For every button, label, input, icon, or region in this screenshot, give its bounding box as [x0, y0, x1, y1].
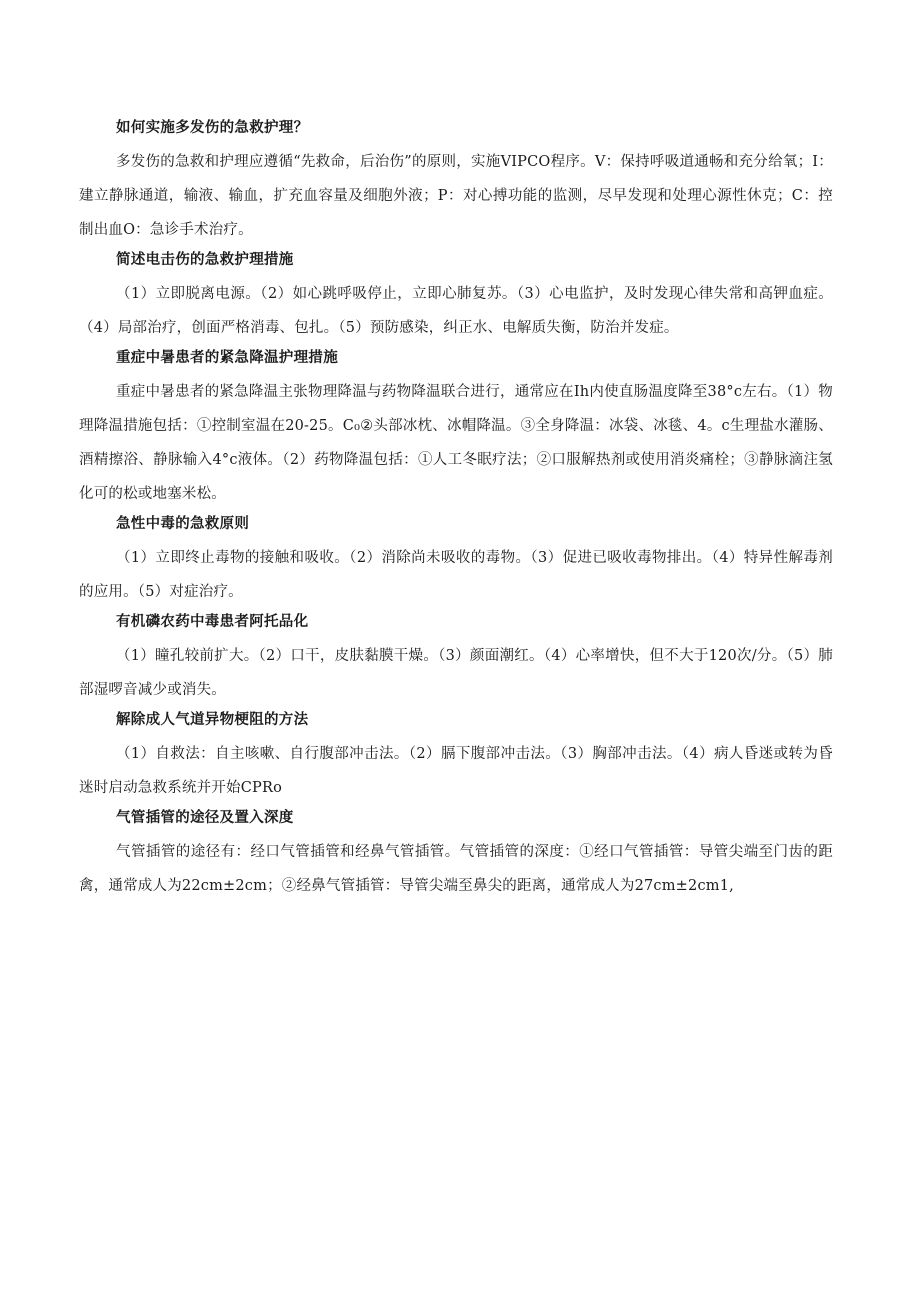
section-atropinization: [79, 611, 833, 707]
section-heading: 重症中暑患者的紧急降温护理措施: [116, 350, 338, 366]
section-acute-poisoning: [79, 513, 833, 609]
section-airway-obstruction: [79, 709, 833, 805]
section-body: 气管插管的途径有：经口气管插管和经鼻气管插管。气管插管的深度：①经口气管插管：导管尖端至门齿的距禽，通常成人为22cm±2cm；②经鼻气管插管：导管尖端至鼻尖的距离，通常成人为27cm±2cm1,: [79, 844, 833, 894]
section-heading: 气管插管的途径及置入深度: [116, 810, 294, 826]
section-heading: 简述电击伤的急救护理措施: [116, 252, 294, 268]
section-tracheal-intubation: [79, 807, 833, 903]
section-heatstroke-cooling: [79, 347, 833, 511]
section-body: （1）立即终止毒物的接触和吸收。（2）消除尚未吸收的毒物。（3）促进已吸收毒物排出。（4）特异性解毒剂的应用。（5）对症治疗。: [79, 550, 833, 600]
section-heading: 有机磷农药中毒患者阿托品化: [116, 614, 309, 630]
section-heading: 如何实施多发伤的急救护理？: [116, 120, 309, 136]
section-body: 重症中暑患者的紧急降温主张物理降温与药物降温联合进行，通常应在Ih内使直肠温度降至38°c左右。（1）物理降温措施包括：①控制室温在20-25。C₀②头部冰枕、冰帽降温。③全身降温：冰袋、冰毯、4。c生理盐水灌肠、酒精擦浴、静脉输入4°c液体。（2）药物降温包括：①人工冬眠疗法；②口服解热剂或使用消炎痛栓；③静脉滴注氢化可的松或地塞米松。: [79, 384, 833, 502]
section-body: （1）自救法：自主咳嗽、自行腹部冲击法。（2）膈下腹部冲击法。（3）胸部冲击法。（4）病人昏迷或转为昏迷时启动急救系统并开始CPRo: [79, 746, 833, 796]
section-heading: 解除成人气道异物梗阻的方法: [116, 712, 309, 728]
section-electric-injury: [79, 249, 833, 345]
section-heading: 急性中毒的急救原则: [116, 516, 250, 532]
section-body: （1）瞳孔较前扩大。（2）口干，皮肤黏膜干燥。（3）颜面潮红。（4）心率增快，但不大于120次/分。（5）肺部湿啰音减少或消失。: [79, 648, 833, 698]
section-multiple-trauma: [79, 117, 833, 247]
document-content: [79, 117, 833, 905]
section-body: （1）立即脱离电源。（2）如心跳呼吸停止，立即心肺复苏。（3）心电监护，及时发现心律失常和高钾血症。（4）局部治疗，创面严格消毒、包扎。（5）预防感染，纠正水、电解质失衡，防治并发症。: [79, 286, 833, 336]
section-body: 多发伤的急救和护理应遵循“先救命，后治伤”的原则，实施VIPCO程序。V：保持呼吸道通畅和充分给氧；I：建立静脉通道，输液、输血，扩充血容量及细胞外液；P：对心搏功能的监测，尽早发现和处理心源性休克；C：控制出血O：急诊手术治疗。: [79, 154, 833, 238]
